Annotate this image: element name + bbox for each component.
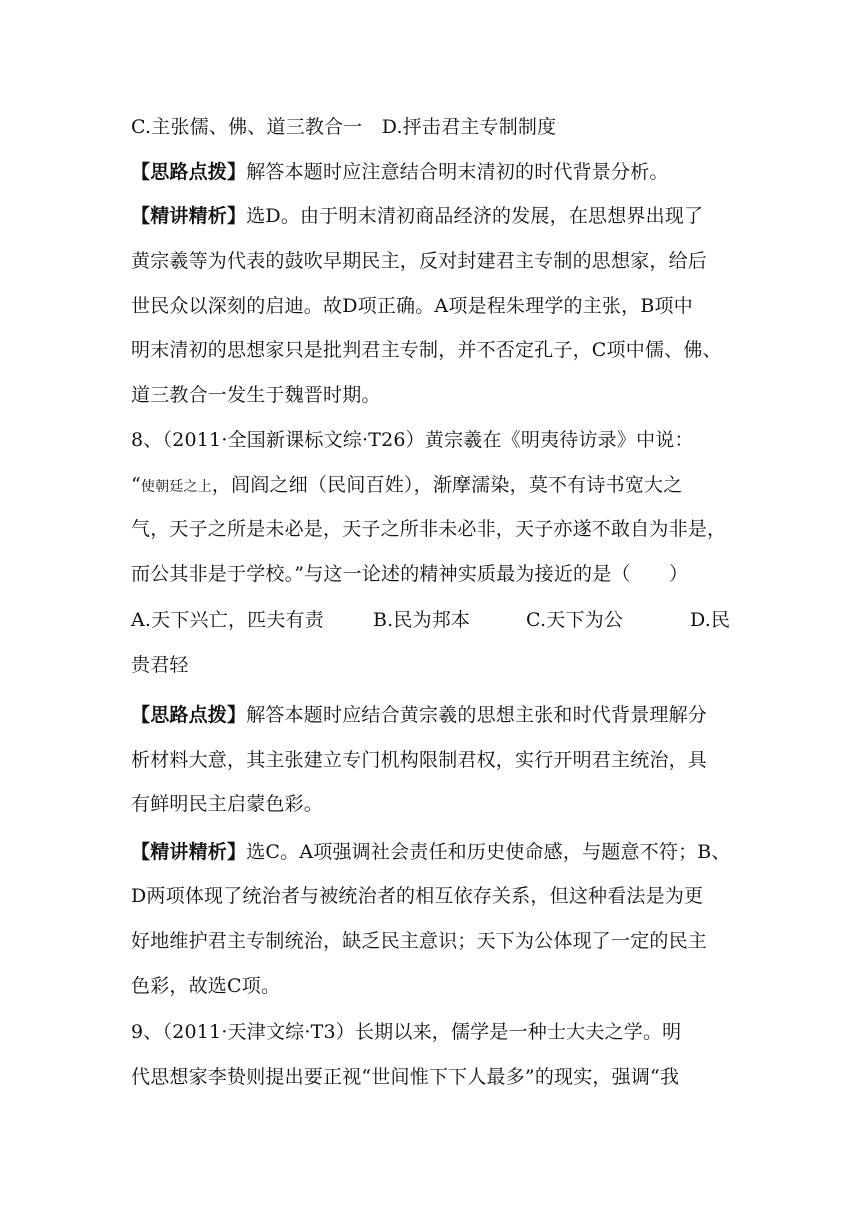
- paragraph-line: [131, 1065, 731, 1089]
- quote-line: [131, 517, 731, 541]
- line-text: C.主张儒、佛、道三教合一 D.抨击君主专制制度: [131, 116, 557, 138]
- quote-line: [131, 562, 731, 586]
- paragraph-line: [131, 249, 731, 273]
- section-tag-analysis: 【精讲精析】: [131, 205, 247, 227]
- option-line-cd: [131, 115, 731, 139]
- section-tag-analysis: 【精讲精析】: [131, 841, 247, 863]
- option-b: B.民为邦本: [373, 609, 471, 631]
- line-text: 世民众以深刻的启迪。故D项正确。A项是程朱理学的主张，B项中: [131, 295, 693, 317]
- quote-small-text: 使朝廷之上: [140, 479, 212, 495]
- line-text: 代思想家李贽则提出要正视“世间惟下下人最多”的现实，强调“我: [131, 1066, 680, 1088]
- line-text: ，闾阎之细（民间百姓），渐摩濡染，莫不有诗书宽大之: [211, 474, 683, 496]
- option-d-continued: [131, 653, 731, 677]
- paragraph-line: [131, 383, 731, 407]
- paragraph-line: [131, 748, 731, 772]
- option-d: D.民: [690, 609, 731, 631]
- line-text: 解答本题时应结合黄宗羲的思想主张和时代背景理解分: [246, 704, 708, 726]
- line-text: 选C。A项强调社会责任和历史使命感，与题意不符；B、: [246, 841, 731, 863]
- section-tag-hint: 【思路点拨】: [131, 704, 247, 726]
- paragraph-line: [131, 974, 731, 998]
- quote-line: [131, 473, 731, 499]
- line-text: 而公其非是于学校。”与这一论述的精神实质最为接近的是（ ）: [131, 563, 689, 585]
- line-text: 贵君轻: [131, 654, 189, 676]
- line-text: 黄宗羲等为代表的鼓吹早期民主，反对封建君主专制的思想家，给后: [131, 250, 708, 272]
- analysis-line: [131, 204, 731, 228]
- section-tag-hint: 【思路点拨】: [131, 161, 247, 183]
- question-9-stem: [131, 1020, 731, 1044]
- line-text: D两项体现了统治者与被统治者的相互依存关系，但这种看法是为更: [131, 885, 704, 907]
- option-a: A.天下兴亡，匹夫有责: [131, 609, 324, 631]
- question-8-stem: [131, 428, 731, 452]
- line-text: 8、（2011·全国新课标文综·T26）黄宗羲在《明夷待访录》中说：: [131, 429, 694, 451]
- line-text: 解答本题时应注意结合明末清初的时代背景分析。: [246, 161, 669, 183]
- line-text: 道三教合一发生于魏晋时期。: [131, 384, 381, 406]
- line-text: 好地维护君主专制统治，缺乏民主意识；天下为公体现了一定的民主: [131, 930, 708, 952]
- paragraph-line: [131, 792, 731, 816]
- paragraph-line: [131, 929, 731, 953]
- analysis-line: [131, 840, 731, 864]
- option-c: C.天下为公: [526, 609, 624, 631]
- hint-line: [131, 160, 731, 184]
- line-text: 气，天子之所是未必是，天子之所非未必非，天子亦遂不敢自为非是，: [131, 518, 727, 540]
- line-text: 选D。由于明末清初商品经济的发展，在思想界出现了: [246, 205, 704, 227]
- line-text: 色彩，故选C项。: [131, 975, 281, 997]
- paragraph-line: [131, 884, 731, 908]
- line-text: 有鲜明民主启蒙色彩。: [131, 793, 324, 815]
- hint-line: [131, 703, 731, 727]
- quote-open: “: [131, 474, 141, 496]
- line-text: 9、（2011·天津文综·T3）长期以来，儒学是一种士大夫之学。明: [131, 1021, 682, 1043]
- line-text: 明末清初的思想家只是批判君主专制，并不否定孔子，C项中儒、佛、: [131, 339, 722, 361]
- line-text: 析材料大意，其主张建立专门机构限制君权，实行开明君主统治，具: [131, 749, 708, 771]
- paragraph-line: [131, 294, 731, 318]
- paragraph-line: [131, 338, 731, 362]
